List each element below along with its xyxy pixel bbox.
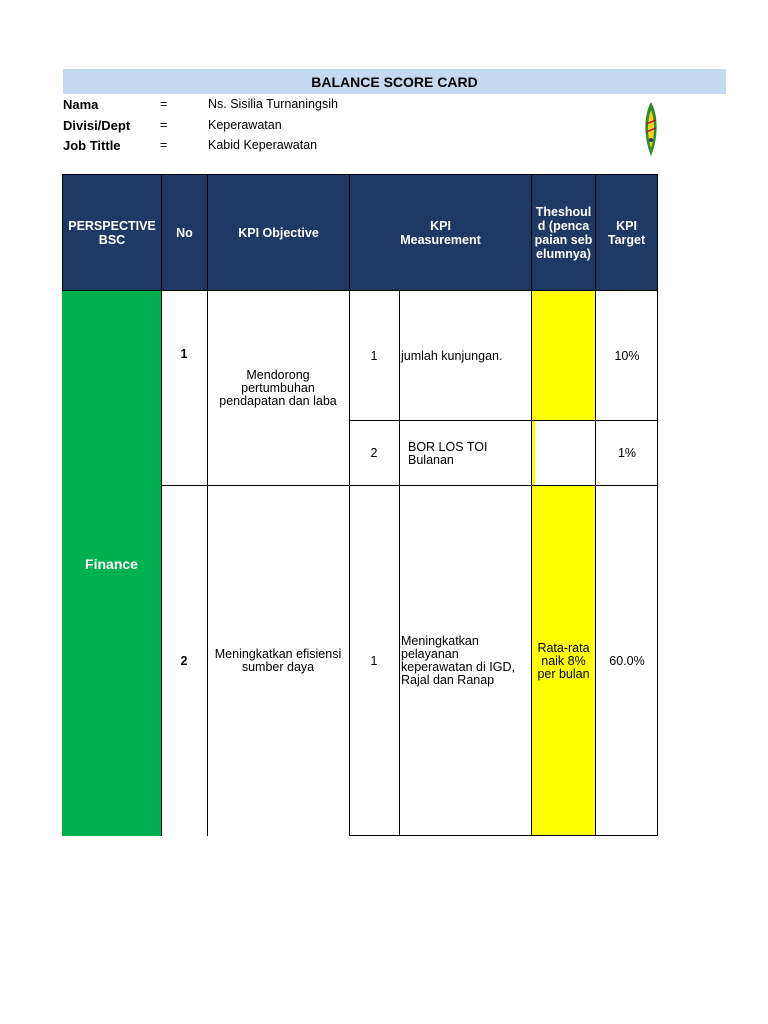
header-threshold: Theshould (pencapaian sebelumnya) [531, 174, 596, 291]
threshold-value: Rata-rata naik 8% per bulan [532, 486, 595, 836]
info-row-nama [63, 94, 338, 114]
objective-text: Mendorong pertumbuhan pendapatan dan laba [219, 368, 337, 408]
grid-line [531, 291, 532, 836]
info-equals: = [160, 138, 168, 152]
page-title: BALANCE SCORE CARD [63, 69, 726, 94]
measure-number: 1 [370, 653, 378, 668]
info-value: Keperawatan [208, 118, 282, 132]
info-row-divisi [63, 115, 282, 135]
objective-text: Meningkatkan efisiensi sumber daya [214, 647, 342, 674]
balance-score-card-table [62, 174, 658, 836]
objective-number: 1 [180, 347, 188, 361]
grid-line [161, 485, 658, 486]
measurement-text: jumlah kunjungan. [401, 348, 503, 363]
header-perspective: PERSPECTIVE BSC [62, 174, 162, 291]
grid-line [349, 291, 350, 836]
kpi-target-value: 10% [614, 348, 640, 363]
info-label: Job Tittle [63, 137, 121, 153]
info-equals: = [160, 97, 168, 111]
header-no: No [161, 174, 208, 291]
perspective-finance: Finance [62, 291, 161, 836]
info-equals: = [160, 118, 168, 132]
grid-line [161, 291, 162, 836]
grid-line [207, 291, 208, 836]
threshold-fill [532, 421, 535, 486]
info-value: Ns. Sisilia Turnaningsih [208, 97, 338, 111]
measurement-text: Meningkatkan pelayanan keperawatan di IGD, Rajal dan Ranap [401, 634, 515, 687]
kpi-target-value: 60.0% [609, 653, 645, 668]
info-value: Kabid Keperawatan [208, 138, 318, 152]
objective-number: 2 [180, 653, 188, 668]
measure-number: 2 [370, 446, 378, 460]
header-kpi-objective: KPI Objective [207, 174, 350, 291]
measure-number: 1 [370, 348, 378, 363]
header-kpi-target: KPI Target [595, 174, 658, 291]
measurement-text: BOR LOS TOI Bulanan [408, 439, 488, 467]
threshold-value [532, 291, 595, 421]
organization-logo-icon [640, 100, 662, 158]
grid-line [349, 420, 658, 421]
grid-line [657, 291, 658, 836]
threshold-value [532, 421, 595, 486]
grid-line [595, 291, 596, 836]
info-row-job [63, 135, 317, 155]
grid-line [349, 835, 658, 836]
info-label: Nama [63, 96, 99, 112]
info-label: Divisi/Dept [63, 117, 131, 133]
grid-line [399, 291, 400, 836]
kpi-target-value: 1% [617, 446, 637, 460]
header-kpi-measurement: KPI Measurement [349, 174, 532, 291]
